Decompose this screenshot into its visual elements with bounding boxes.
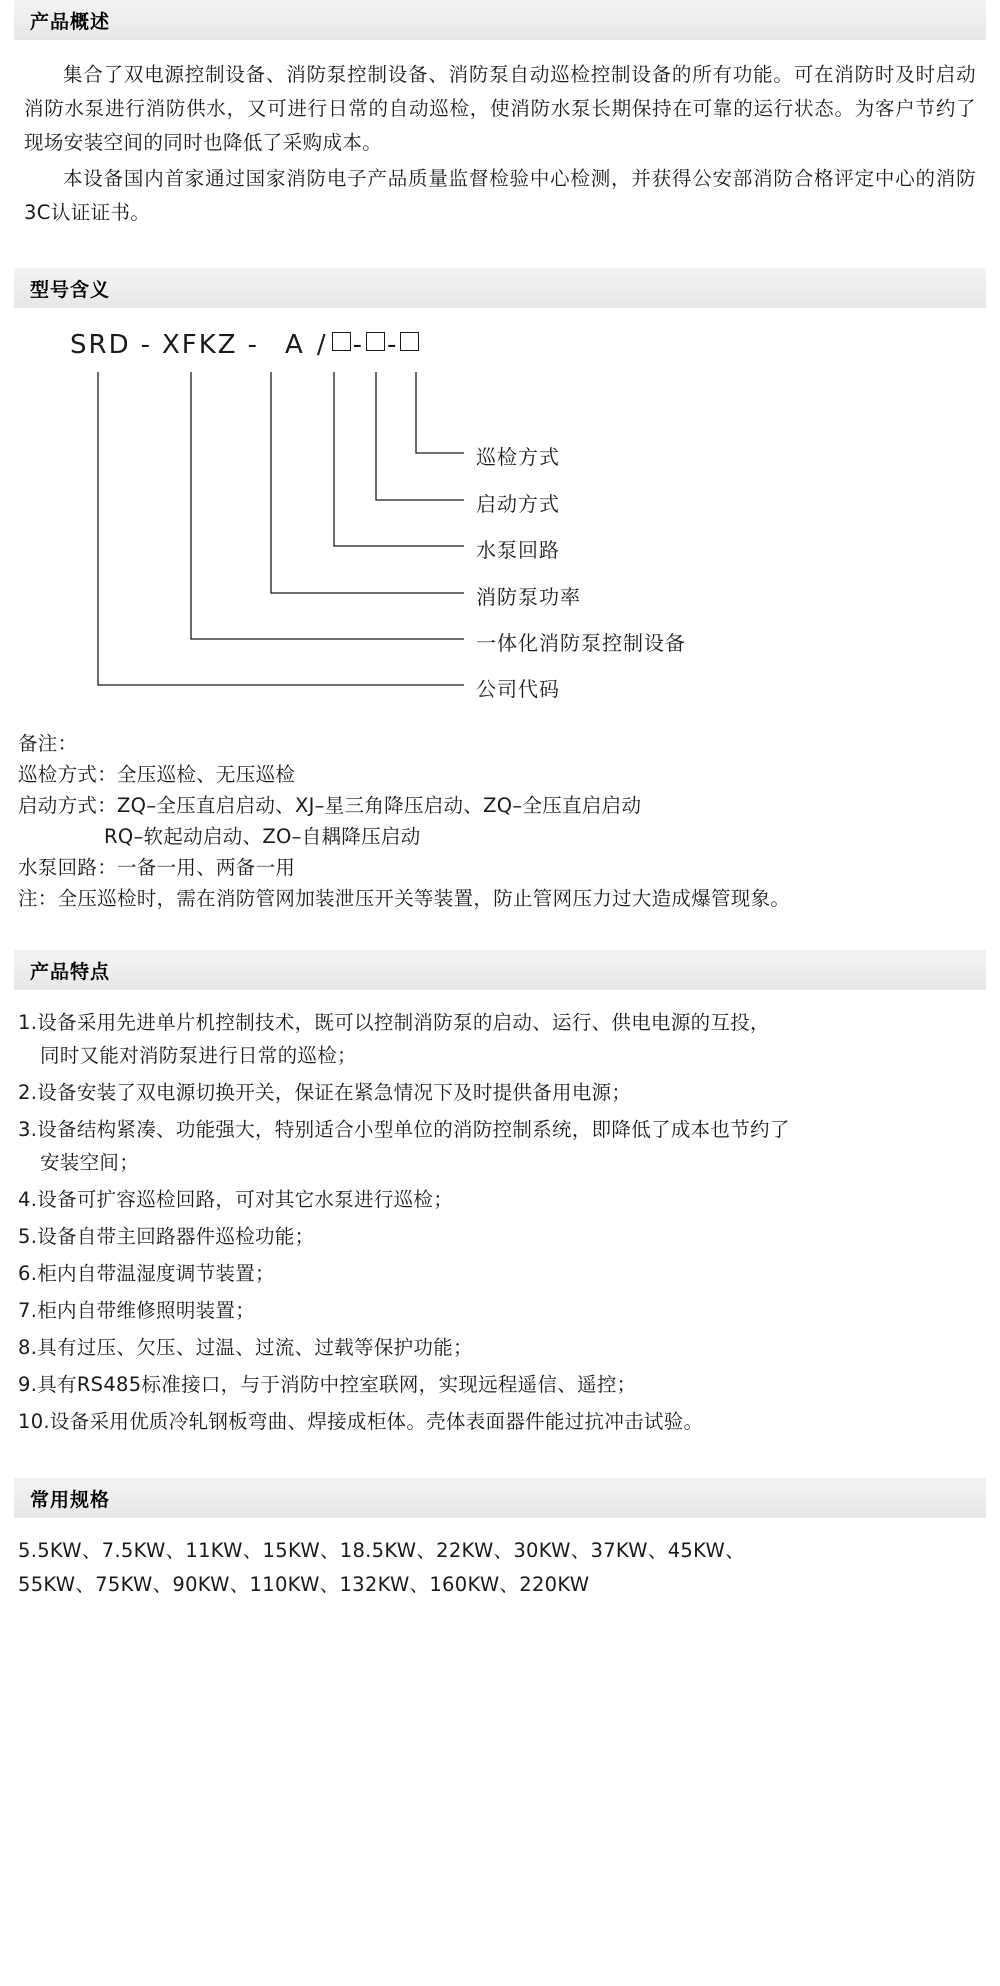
feature-num: 3.	[18, 1118, 38, 1141]
features-list	[14, 990, 986, 1438]
model-code-slash: /	[316, 330, 328, 360]
section-header-overview	[14, 0, 986, 40]
specs-list	[14, 1518, 986, 1602]
feature-text: 柜内自带温湿度调节装置；	[37, 1262, 275, 1285]
list-item	[18, 1294, 982, 1327]
feature-text: 设备自带主回路器件巡检功能；	[37, 1225, 315, 1248]
feature-num: 5.	[18, 1225, 38, 1248]
notes-line-circuit: 水泵回路：一备一用、两备一用	[18, 856, 296, 879]
list-item	[18, 1257, 982, 1290]
model-label-pump-circuit: 水泵回路	[476, 538, 560, 562]
feature-text: 设备结构紧凑、功能强大，特别适合小型单位的消防控制系统，即降低了成本也节约了	[37, 1118, 790, 1141]
feature-num: 6.	[18, 1262, 38, 1285]
specs-line-1: 5.5KW、7.5KW、11KW、15KW、18.5KW、22KW、30KW、37KW、45KW、	[18, 1539, 745, 1562]
section-title-model: 型号含义	[30, 278, 111, 301]
section-header-specs	[14, 1478, 986, 1518]
section-title-features: 产品特点	[30, 960, 111, 983]
list-item	[18, 1113, 982, 1179]
feature-num: 2.	[18, 1081, 38, 1104]
section-title-specs: 常用规格	[30, 1488, 111, 1511]
leader-lines	[14, 324, 1000, 724]
feature-text: 设备可扩容巡检回路，可对其它水泵进行巡检；	[37, 1188, 454, 1211]
overview-paragraph-2: 本设备国内首家通过国家消防电子产品质量监督检验中心检测，并获得公安部消防合格评定中心的消防3C认证证书。	[24, 167, 976, 224]
overview-body	[14, 40, 986, 230]
list-item	[18, 1331, 982, 1364]
list-item	[18, 1220, 982, 1253]
feature-text: 具有过压、欠压、过温、过流、过载等保护功能；	[37, 1336, 473, 1359]
overview-paragraph-1: 集合了双电源控制设备、消防泵控制设备、消防泵自动巡检控制设备的所有功能。可在消防时及时启动消防水泵进行消防供水，又可进行日常的自动巡检，使消防水泵长期保持在可靠的运行状态。为客户节约了现场安装空间的同时也降低了采购成本。	[24, 63, 976, 154]
list-item	[18, 1405, 982, 1438]
model-code-part3: A	[285, 330, 305, 360]
section-title-overview: 产品概述	[30, 10, 111, 33]
model-code-dash2: -	[247, 330, 260, 360]
feature-text-cont: 同时又能对消防泵进行日常的巡检；	[40, 1044, 357, 1067]
model-code-dash3: -	[352, 330, 364, 360]
model-notes	[14, 728, 986, 914]
feature-text: 设备采用先进单片机控制技术，既可以控制消防泵的启动、运行、供电电源的互投，	[37, 1011, 770, 1034]
model-label-integrated-device: 一体化消防泵控制设备	[476, 631, 686, 655]
section-header-model	[14, 268, 986, 308]
notes-line-start-cont: RQ–软起动启动、ZO–自耦降压启动	[104, 825, 421, 848]
model-label-start-mode: 启动方式	[476, 492, 560, 516]
model-diagram	[14, 324, 986, 724]
model-label-company-code: 公司代码	[476, 677, 560, 701]
model-code-part1: SRD	[70, 330, 131, 360]
model-code-part2: XFKZ	[161, 330, 238, 360]
feature-num: 1.	[18, 1011, 38, 1034]
list-item	[18, 1006, 982, 1072]
feature-num: 8.	[18, 1336, 38, 1359]
model-code-dash1: -	[140, 330, 152, 360]
list-item	[18, 1368, 982, 1401]
model-label-inspection-mode: 巡检方式	[476, 445, 560, 469]
notes-line-warning: 注：全压巡检时，需在消防管网加装泄压开关等装置，防止管网压力过大造成爆管现象。	[18, 887, 791, 910]
notes-line-inspection: 巡检方式：全压巡检、无压巡检	[18, 763, 296, 786]
feature-num: 4.	[18, 1188, 38, 1211]
feature-text: 设备安装了双电源切换开关，保证在紧急情况下及时提供备用电源；	[37, 1081, 632, 1104]
list-item	[18, 1076, 982, 1109]
feature-text: 设备采用优质冷轧钢板弯曲、焊接成柜体。壳体表面器件能过抗冲击试验。	[49, 1410, 704, 1433]
feature-num: 7.	[18, 1299, 38, 1322]
model-label-pump-power: 消防泵功率	[476, 585, 581, 609]
feature-text-cont: 安装空间；	[40, 1151, 140, 1174]
feature-num: 9.	[18, 1373, 38, 1396]
list-item	[18, 1183, 982, 1216]
feature-text: 柜内自带维修照明装置；	[37, 1299, 256, 1322]
notes-heading: 备注：	[18, 732, 78, 755]
section-header-features	[14, 950, 986, 990]
feature-text: 具有RS485标准接口，与于消防中控室联网，实现远程遥信、遥控；	[37, 1373, 637, 1396]
model-code-dash4: -	[386, 330, 399, 360]
feature-num: 10.	[18, 1410, 50, 1433]
specs-line-2: 55KW、75KW、90KW、110KW、132KW、160KW、220KW	[18, 1573, 590, 1596]
notes-line-start: 启动方式：ZQ–全压直启启动、XJ–星三角降压启动、ZQ–全压直启启动	[18, 794, 642, 817]
